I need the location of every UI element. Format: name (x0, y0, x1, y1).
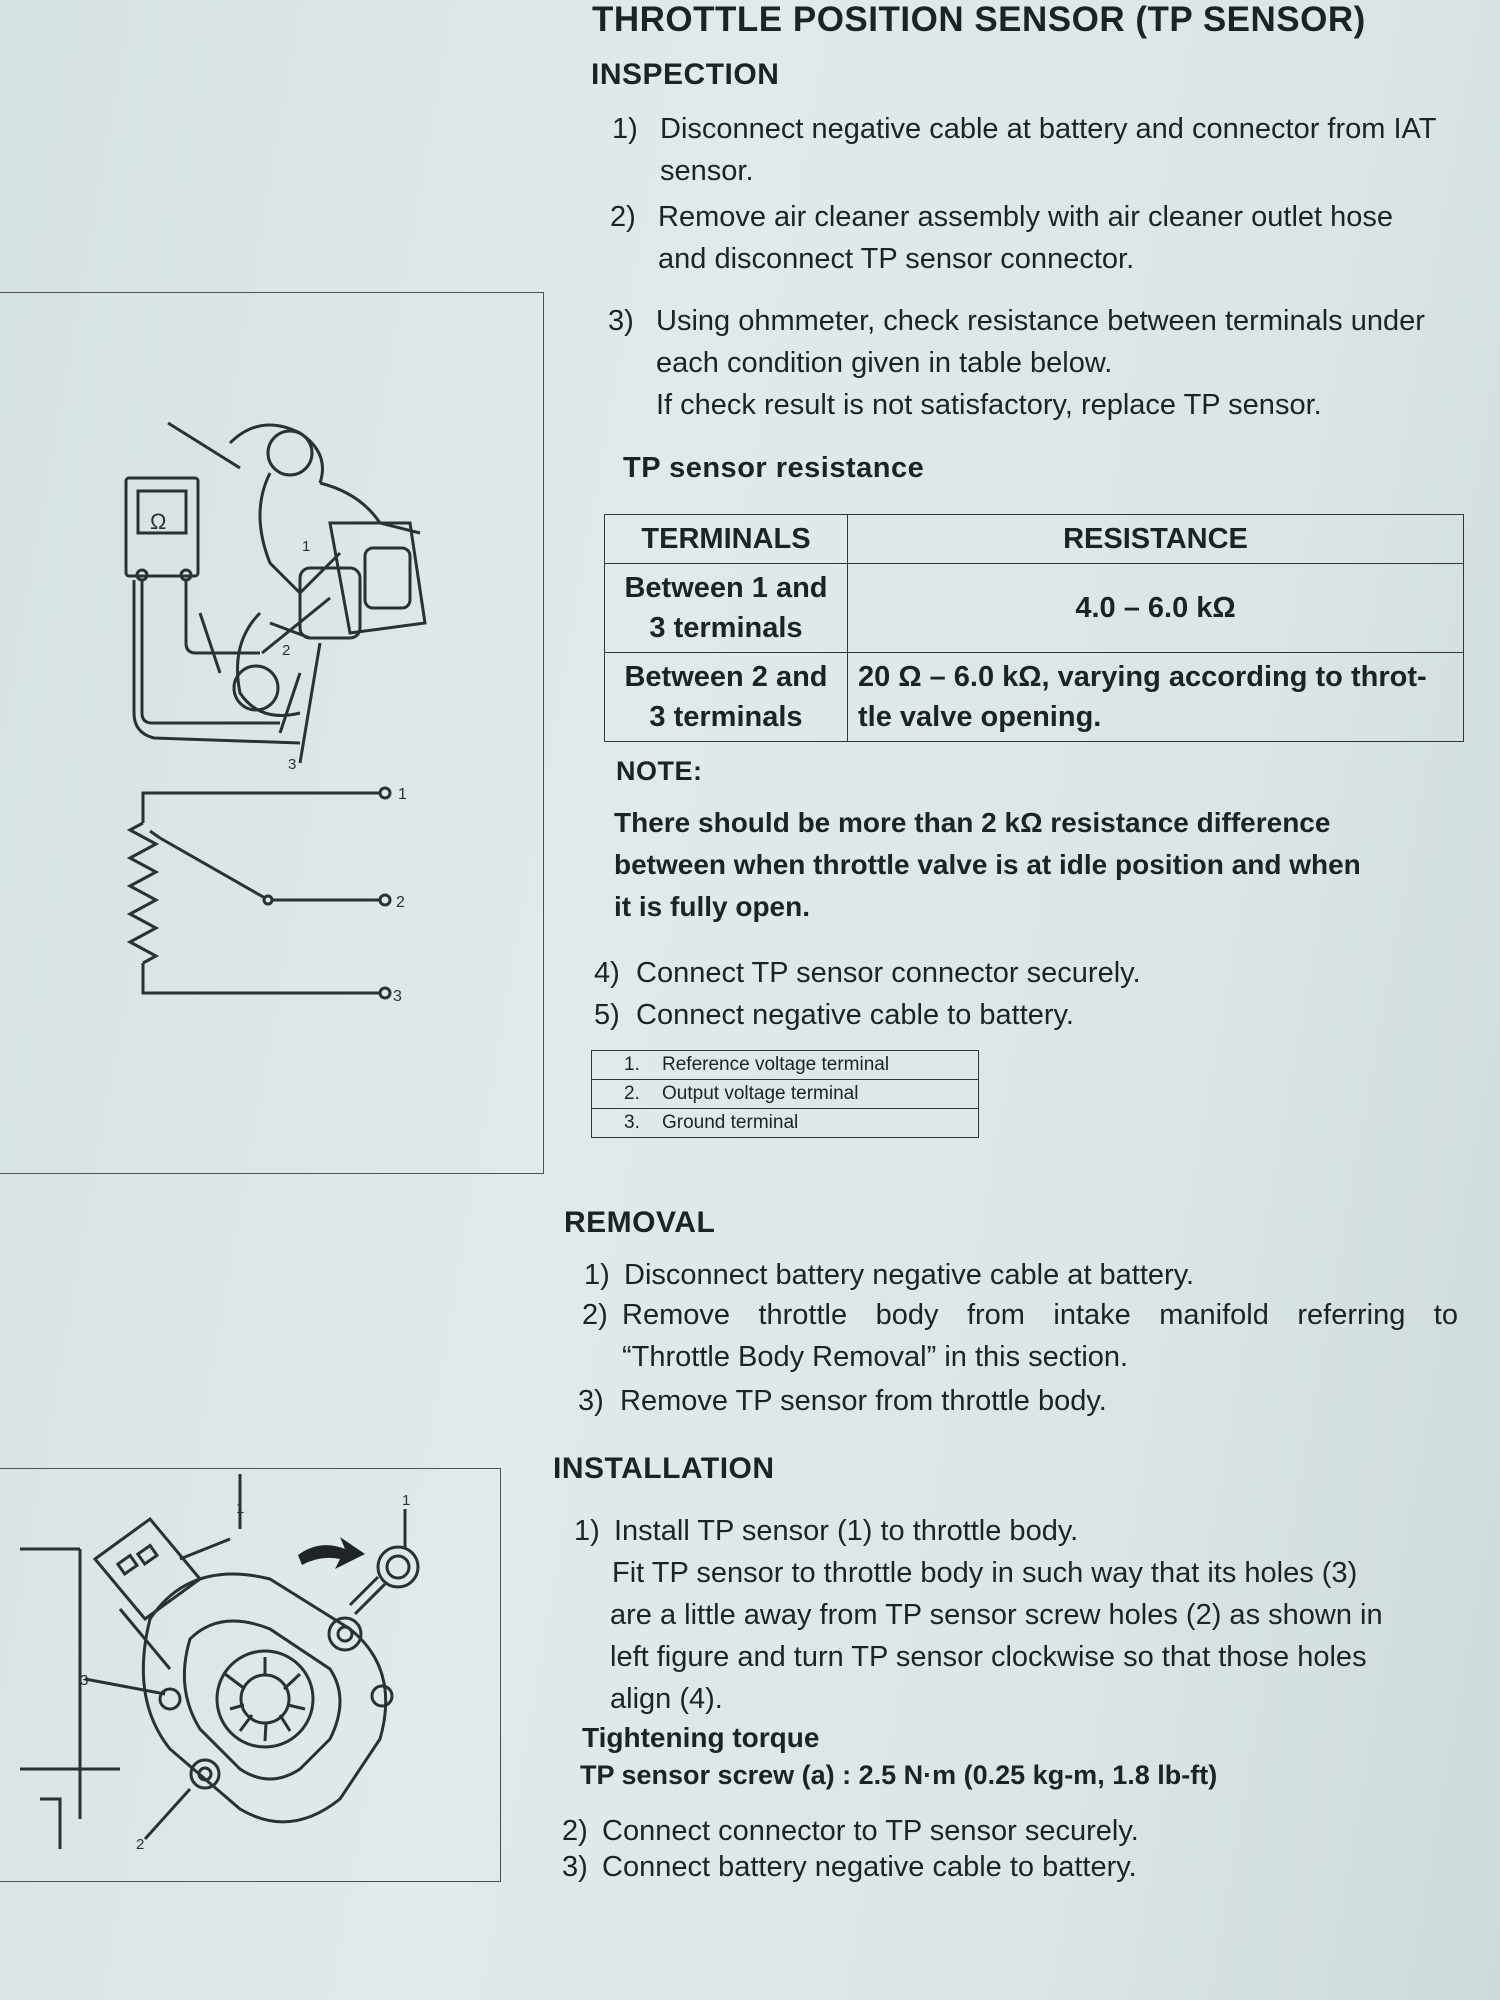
table-cell (605, 564, 848, 653)
figure-label-3: 3 (80, 1672, 89, 1689)
terminal-label-3: 3 (393, 988, 402, 1005)
step-number: 3) (562, 1851, 588, 1883)
table-cell (848, 653, 1464, 742)
terminal-legend (591, 1050, 979, 1138)
step-text: Using ohmmeter, check resistance between terminals under (656, 305, 1425, 337)
step-text: Connect connector to TP sensor securely. (602, 1815, 1139, 1847)
legend-row (592, 1051, 979, 1080)
step-text: If check result is not satisfactory, replace TP sensor. (656, 389, 1322, 421)
step-text: and disconnect TP sensor connector. (658, 243, 1135, 275)
ohm-symbol: Ω (150, 509, 167, 534)
step-text: Connect battery negative cable to battery. (602, 1851, 1137, 1883)
legend-number: 1. (624, 1054, 640, 1075)
figure-label-1: 1 (236, 1500, 245, 1517)
legend-number: 3. (624, 1112, 640, 1133)
step-text: align (4). (610, 1683, 723, 1715)
cell-line: 3 terminals (649, 612, 803, 644)
resistance-table (604, 514, 1464, 742)
step-text: Install TP sensor (1) to throttle body. (614, 1515, 1079, 1547)
legend-row (592, 1109, 979, 1138)
note-line: There should be more than 2 kΩ resistance difference (614, 807, 1331, 838)
installation-illustration (0, 1469, 500, 1881)
step-number: 5) (594, 999, 620, 1031)
column-header: TERMINALS (605, 515, 848, 564)
cell-line: Between 1 and (624, 572, 828, 604)
step-text: left figure and turn TP sensor clockwise so that those holes (610, 1641, 1367, 1673)
step-number: 1) (574, 1515, 600, 1547)
step-number: 4) (594, 957, 620, 989)
figure-label-2: 2 (136, 1836, 145, 1853)
step-number: 2) (582, 1299, 608, 1331)
table-cell (848, 564, 1464, 653)
inspection-figure (0, 292, 544, 1174)
installation-step-1 (574, 1510, 1460, 1720)
inspection-step-2 (610, 196, 1470, 280)
installation-figure (0, 1468, 501, 1882)
legend-text: Ground terminal (662, 1112, 799, 1133)
figure-label-3: 3 (288, 756, 297, 773)
rotation-arrow-icon (298, 1537, 365, 1569)
removal-step-3 (578, 1380, 1448, 1422)
step-number: 1) (584, 1259, 610, 1291)
table-row (605, 653, 1464, 742)
torque-value: TP sensor screw (a) : 2.5 N·m (0.25 kg-m, 1.8 lb-ft) (580, 1760, 1218, 1790)
table-cell (605, 653, 848, 742)
step-text: Remove air cleaner assembly with air cleaner outlet hose (658, 201, 1394, 233)
cell-line: 20 Ω – 6.0 kΩ, varying according to throt- (858, 661, 1427, 693)
figure-label-2: 2 (282, 642, 291, 659)
table-caption: TP sensor resistance (623, 452, 925, 484)
page-title: THROTTLE POSITION SENSOR (TP SENSOR) (592, 0, 1366, 39)
step-text: Connect TP sensor connector securely. (636, 957, 1141, 989)
torque-label: Tightening torque (582, 1722, 820, 1753)
inspection-step-3 (608, 300, 1478, 426)
inspection-illustration (0, 293, 543, 1173)
legend-text: Output voltage terminal (662, 1083, 859, 1104)
step-number: 1) (612, 113, 638, 145)
terminal-label-1: 1 (398, 786, 407, 803)
step-text: are a little away from TP sensor screw holes (2) as shown in (610, 1599, 1383, 1631)
legend-number: 2. (624, 1083, 640, 1104)
step-text: Fit TP sensor to throttle body in such way that its holes (3) (612, 1557, 1358, 1589)
note-label: NOTE: (616, 756, 703, 786)
legend-row (592, 1080, 979, 1109)
step-number: 3) (578, 1385, 604, 1417)
table-header-row (605, 515, 1464, 564)
cell-line: tle valve opening. (858, 701, 1102, 733)
inspection-heading: INSPECTION (591, 58, 780, 91)
removal-heading: REMOVAL (564, 1206, 716, 1239)
note-line: it is fully open. (614, 891, 811, 922)
step-text: Remove throttle body from intake manifold referring to (622, 1299, 1458, 1331)
figure-label-1b: 1 (402, 1492, 411, 1509)
installation-heading: INSTALLATION (553, 1452, 775, 1485)
removal-step-2 (582, 1294, 1458, 1378)
terminal-label-2: 2 (396, 894, 405, 911)
step-text: Disconnect negative cable at battery and connector from IAT (660, 113, 1437, 145)
cell-line: Between 2 and (624, 661, 828, 693)
note-line: between when throttle valve is at idle position and when (614, 849, 1361, 880)
inspection-step-5 (594, 994, 1454, 1036)
note-text (614, 802, 1474, 928)
step-number: 3) (608, 305, 634, 337)
removal-step-1 (584, 1254, 1454, 1296)
step-number: 2) (562, 1815, 588, 1847)
installation-step-3 (562, 1846, 1442, 1888)
column-header: RESISTANCE (848, 515, 1464, 564)
cell-line: 4.0 – 6.0 kΩ (1075, 592, 1236, 624)
legend-text: Reference voltage terminal (662, 1054, 890, 1075)
table-row (605, 564, 1464, 653)
step-text: Disconnect battery negative cable at battery. (624, 1259, 1195, 1291)
inspection-step-1 (612, 108, 1472, 192)
step-text: each condition given in table below. (656, 347, 1113, 379)
step-number: 2) (610, 201, 636, 233)
step-text: sensor. (660, 155, 754, 187)
step-text: “Throttle Body Removal” in this section. (622, 1341, 1129, 1373)
figure-label-1: 1 (302, 538, 311, 555)
step-text: Connect negative cable to battery. (636, 999, 1074, 1031)
inspection-step-4 (594, 952, 1454, 994)
cell-line: 3 terminals (649, 701, 803, 733)
step-text: Remove TP sensor from throttle body. (620, 1385, 1107, 1417)
